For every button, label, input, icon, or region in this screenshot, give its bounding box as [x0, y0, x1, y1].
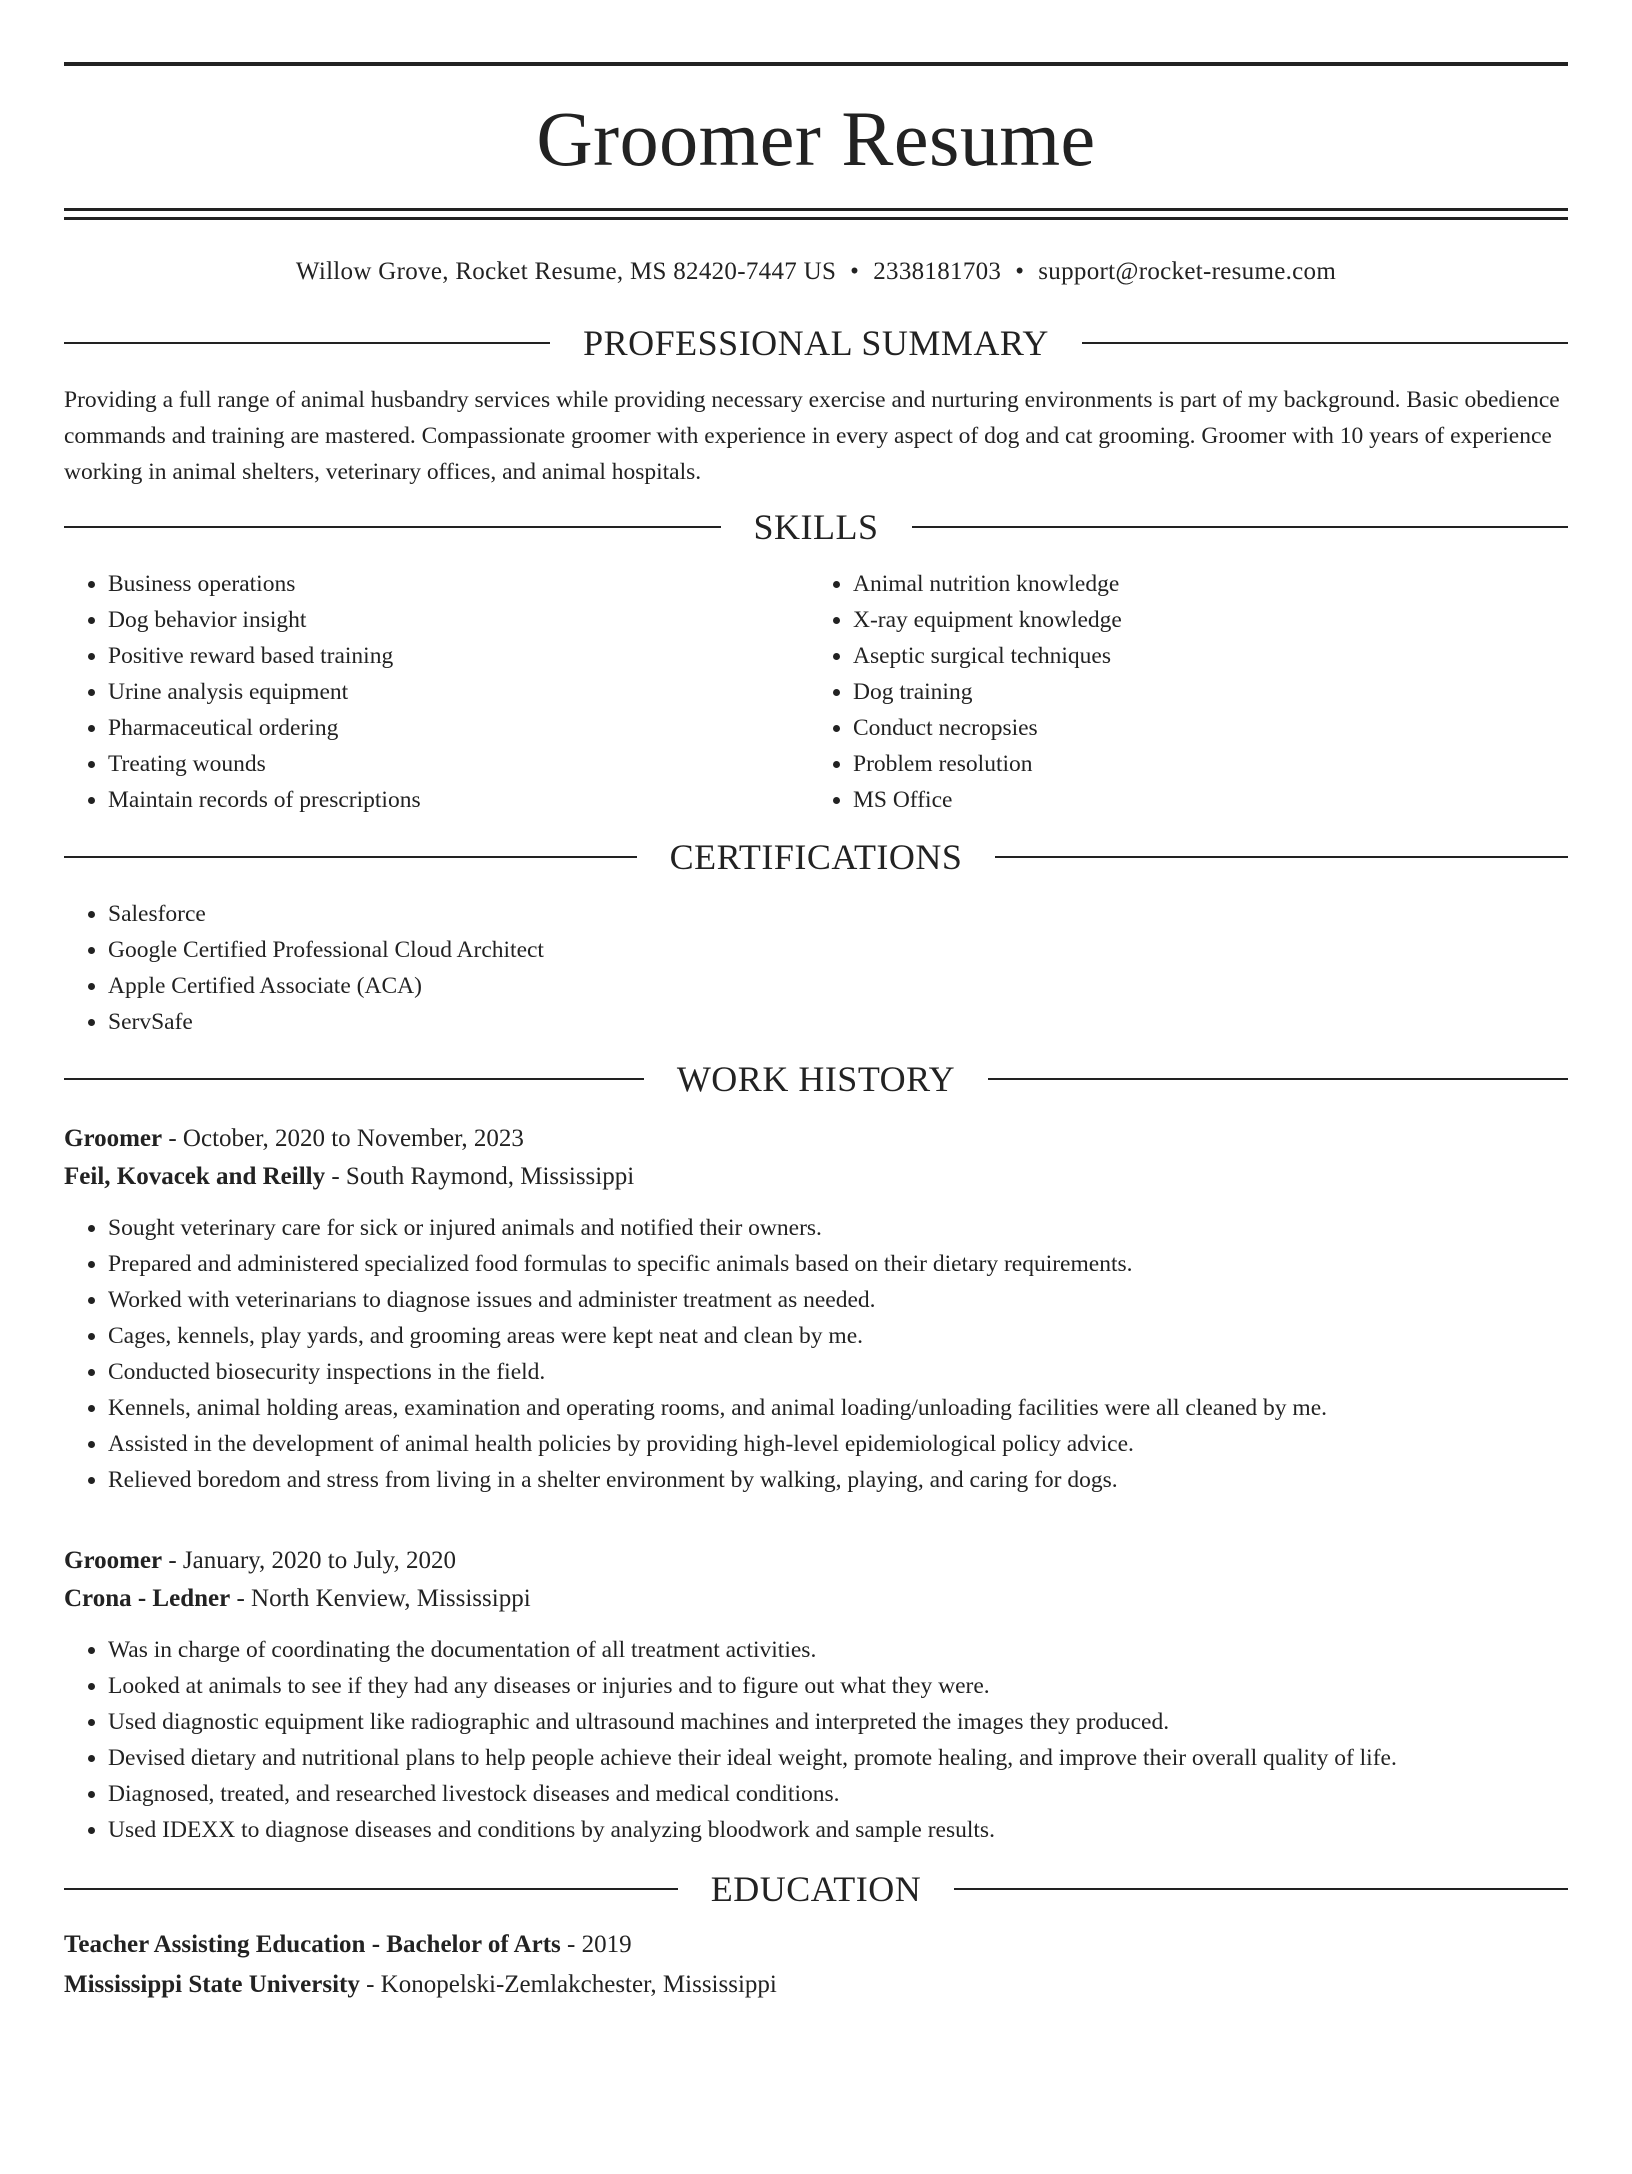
skill-item: • Animal nutrition knowledge	[853, 566, 1568, 602]
skills-heading-label: SKILLS	[753, 507, 879, 547]
job-entry	[64, 1120, 1568, 1498]
education-location: - Konopelski-Zemlakchester, Mississippi	[366, 1971, 777, 1998]
certification-item: • Google Certified Professional Cloud Architect	[108, 932, 1568, 968]
job-location: - North Kenview, Mississippi	[236, 1585, 531, 1612]
contact-address: Willow Grove, Rocket Resume, MS 82420-7447 US	[295, 258, 837, 285]
summary-heading-label: PROFESSIONAL SUMMARY	[583, 323, 1049, 363]
job-company-line	[64, 1158, 1568, 1196]
heading-rule-left	[64, 1078, 644, 1080]
skill-item: • Aseptic surgical techniques	[853, 638, 1568, 674]
job-entry	[64, 1542, 1568, 1848]
contact-separator: •	[850, 258, 860, 285]
job-bullet: • Used IDEXX to diagnose diseases and conditions by analyzing bloodwork and sample results.	[108, 1812, 1568, 1848]
heading-rule-right	[1082, 342, 1568, 344]
skill-item: • Urine analysis equipment	[108, 674, 823, 710]
summary-heading	[64, 322, 1568, 364]
skill-item: • Problem resolution	[853, 746, 1568, 782]
skill-item: • MS Office	[853, 782, 1568, 818]
work-history-heading-label: WORK HISTORY	[676, 1059, 956, 1099]
job-company: Crona - Ledner	[64, 1585, 231, 1612]
skill-item: • Treating wounds	[108, 746, 823, 782]
certifications-list	[64, 896, 1568, 1040]
education-year: - 2019	[567, 1931, 632, 1958]
certification-item: • Apple Certified Associate (ACA)	[108, 968, 1568, 1004]
job-bullets	[64, 1210, 1568, 1498]
contact-email[interactable]: support@rocket-resume.com	[1038, 258, 1337, 285]
education-entry	[64, 1926, 1568, 2004]
skills-column-right	[809, 566, 1568, 818]
job-bullets	[64, 1632, 1568, 1848]
education-school-line	[64, 1966, 1568, 2004]
skill-item: • Dog training	[853, 674, 1568, 710]
skill-item: • Pharmaceutical ordering	[108, 710, 823, 746]
job-dates: - October, 2020 to November, 2023	[168, 1125, 524, 1152]
education-degree-line	[64, 1926, 1568, 1964]
certification-item: • Salesforce	[108, 896, 1568, 932]
heading-rule-left	[64, 856, 637, 858]
job-title-line	[64, 1542, 1568, 1580]
contact-separator: •	[1015, 258, 1025, 285]
summary-text: Providing a full range of animal husbandry services while providing necessary exercise and nurturing environments is part of my background. Basic obedience commands and training are mastered. Compassionate groomer with experience in every aspect of dog and cat grooming. Groomer with 10 years of experience working in animal shelters, veterinary offices, and animal hospitals.	[64, 387, 1560, 485]
skill-item: • Conduct necropsies	[853, 710, 1568, 746]
page-title: Groomer Resume	[536, 95, 1096, 182]
education-heading	[64, 1868, 1568, 1910]
job-bullet: • Relieved boredom and stress from living in a shelter environment by walking, playing, and caring for dogs.	[108, 1462, 1568, 1498]
heading-rule-left	[64, 526, 721, 528]
heading-rule-right	[995, 856, 1568, 858]
job-bullet: • Sought veterinary care for sick or injured animals and notified their owners.	[108, 1210, 1568, 1246]
job-title: Groomer	[64, 1547, 163, 1574]
contact-line	[64, 258, 1568, 286]
work-history-heading	[64, 1058, 1568, 1100]
skills-heading	[64, 506, 1568, 548]
education-degree: Teacher Assisting Education - Bachelor of Arts	[64, 1931, 561, 1958]
skill-item: • X-ray equipment knowledge	[853, 602, 1568, 638]
job-title: Groomer	[64, 1125, 163, 1152]
heading-rule-right	[988, 1078, 1568, 1080]
job-company: Feil, Kovacek and Reilly	[64, 1163, 326, 1190]
job-bullet: • Used diagnostic equipment like radiographic and ultrasound machines and interpreted the images they produced.	[108, 1704, 1568, 1740]
certification-item: • ServSafe	[108, 1004, 1568, 1040]
heading-rule-left	[64, 342, 550, 344]
skill-item: • Positive reward based training	[108, 638, 823, 674]
title-rule-lower	[64, 217, 1568, 220]
skill-item: • Dog behavior insight	[108, 602, 823, 638]
top-rule	[64, 62, 1568, 66]
title-rule-upper	[64, 208, 1568, 211]
education-school: Mississippi State University	[64, 1971, 360, 1998]
job-bullet: • Was in charge of coordinating the documentation of all treatment activities.	[108, 1632, 1568, 1668]
contact-phone[interactable]: 2338181703	[873, 258, 1002, 285]
job-bullet: • Worked with veterinarians to diagnose issues and administer treatment as needed.	[108, 1282, 1568, 1318]
job-bullet: • Assisted in the development of animal health policies by providing high-level epidemiological policy advice.	[108, 1426, 1568, 1462]
resume-page	[0, 62, 1632, 2004]
job-bullet: • Devised dietary and nutritional plans to help people achieve their ideal weight, promote healing, and improve their overall quality of life.	[108, 1740, 1568, 1776]
job-bullet: • Looked at animals to see if they had any diseases or injuries and to figure out what they were.	[108, 1668, 1568, 1704]
job-bullet: • Cages, kennels, play yards, and grooming areas were kept neat and clean by me.	[108, 1318, 1568, 1354]
job-dates: - January, 2020 to July, 2020	[168, 1547, 457, 1574]
skill-item: • Maintain records of prescriptions	[108, 782, 823, 818]
heading-rule-left	[64, 1888, 678, 1890]
heading-rule-right	[954, 1888, 1568, 1890]
job-title-line	[64, 1120, 1568, 1158]
job-bullet: • Diagnosed, treated, and researched livestock diseases and medical conditions.	[108, 1776, 1568, 1812]
skill-item: • Business operations	[108, 566, 823, 602]
job-location: - South Raymond, Mississippi	[331, 1163, 635, 1190]
heading-rule-right	[912, 526, 1569, 528]
job-bullet: • Kennels, animal holding areas, examination and operating rooms, and animal loading/unloading facilities were all cleaned by me.	[108, 1390, 1568, 1426]
certifications-heading-label: CERTIFICATIONS	[669, 837, 963, 877]
job-bullet: • Prepared and administered specialized food formulas to specific animals based on their dietary requirements.	[108, 1246, 1568, 1282]
education-heading-label: EDUCATION	[710, 1869, 922, 1909]
certifications-heading	[64, 836, 1568, 878]
skills-list	[64, 566, 1568, 818]
job-bullet: • Conducted biosecurity inspections in the field.	[108, 1354, 1568, 1390]
job-company-line	[64, 1580, 1568, 1618]
skills-column-left	[64, 566, 823, 818]
